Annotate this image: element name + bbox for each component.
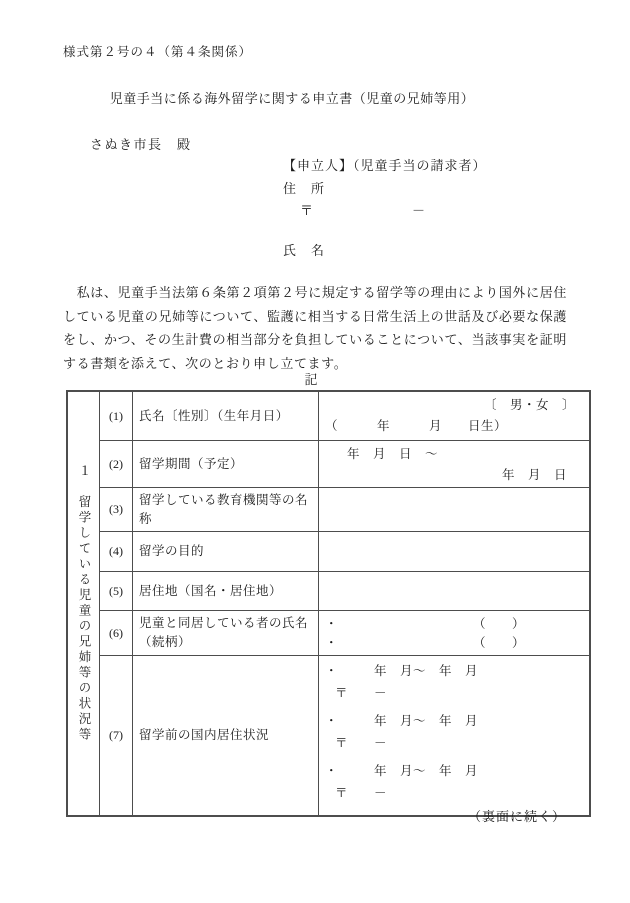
row6-number: (6) <box>100 611 133 656</box>
row1-number: (1) <box>100 391 133 441</box>
continuation-note: （裏面に続く） <box>467 809 566 824</box>
section-label: １ 留学している児童の兄姉等の状況等 <box>77 464 91 743</box>
row4-number: (4) <box>100 532 133 572</box>
row4-value <box>319 532 591 572</box>
row6-value <box>319 611 591 656</box>
cohabitant-entry <box>325 634 583 653</box>
relation-blank: （ ） <box>472 636 525 650</box>
row5-label: 居住地（国名・居住地） <box>133 572 319 611</box>
address-label: 住 所 <box>283 181 326 196</box>
row3-number: (3) <box>100 488 133 532</box>
table-row-6 <box>67 611 590 656</box>
record-marker: 記 <box>304 372 318 387</box>
residence-period-entry <box>325 660 583 704</box>
study-period-to-blank: 年 月 日 <box>501 468 567 482</box>
relation-blank: （ ） <box>472 617 525 631</box>
table-row-1 <box>67 391 590 441</box>
bullet: ・ <box>325 664 339 678</box>
applicant-block <box>283 156 487 260</box>
postal-blank: 〒 － <box>335 686 388 700</box>
row7-value <box>319 656 591 817</box>
period-blank: 年 月～ 年 月 <box>374 764 479 778</box>
birthdate-blank: （ 年 月 日生） <box>325 419 508 433</box>
name-label: 氏 名 <box>283 243 326 258</box>
cohabitant-entry <box>325 615 583 634</box>
sex-options-blank: 〔 男・女 〕 <box>483 398 575 412</box>
row2-value <box>319 441 591 488</box>
residence-period-entry <box>325 760 583 804</box>
row5-number: (5) <box>100 572 133 611</box>
row1-label: 氏名〔性別〕（生年月日） <box>133 391 319 441</box>
postal-blank: 〒 － <box>335 786 388 800</box>
table-row-7 <box>67 656 590 817</box>
row1-value <box>319 391 591 441</box>
postal-code-blank: 〒 － <box>300 203 427 218</box>
row3-value <box>319 488 591 532</box>
row7-number: (7) <box>100 656 133 817</box>
row5-value <box>319 572 591 611</box>
row7-label: 留学前の国内居住状況 <box>133 656 319 817</box>
row2-number: (2) <box>100 441 133 488</box>
table-row-2 <box>67 441 590 488</box>
postal-blank: 〒 － <box>335 736 388 750</box>
statement-paragraph: 私は、児童手当法第６条第２項第２号に規定する留学等の理由により国外に居住している児童の兄姉等について、監護に相当する日常生活上の世話及び必要な保護をし、かつ、その生計費の相当部分を負担していることについて、当該事実を証明する書類を添えて、次のとおり申し立てます。 <box>63 285 567 371</box>
bullet: ・ <box>325 617 339 631</box>
study-status-table <box>66 390 591 817</box>
table-row-5 <box>67 572 590 611</box>
form-number: 様式第２号の４（第４条関係） <box>63 45 253 59</box>
bullet: ・ <box>325 714 339 728</box>
applicant-heading: 【申立人】（児童手当の請求者） <box>283 158 487 173</box>
bullet: ・ <box>325 636 339 650</box>
table-row-3 <box>67 488 590 532</box>
row6-label: 児童と同居している者の氏名（続柄） <box>133 611 319 656</box>
row2-label: 留学期間（予定） <box>133 441 319 488</box>
addressee-line: さぬき市長 殿 <box>90 137 192 152</box>
period-blank: 年 月～ 年 月 <box>374 714 479 728</box>
document-title: 児童手当に係る海外留学に関する申立書（児童の兄姉等用） <box>109 91 475 106</box>
study-period-from-blank: 年 月 日 ～ <box>347 447 439 461</box>
table-row-4 <box>67 532 590 572</box>
residence-period-entry <box>325 710 583 754</box>
bullet: ・ <box>325 764 339 778</box>
row4-label: 留学の目的 <box>133 532 319 572</box>
row3-label: 留学している教育機関等の名称 <box>133 488 319 532</box>
section-header-cell <box>67 391 100 816</box>
period-blank: 年 月～ 年 月 <box>374 664 479 678</box>
